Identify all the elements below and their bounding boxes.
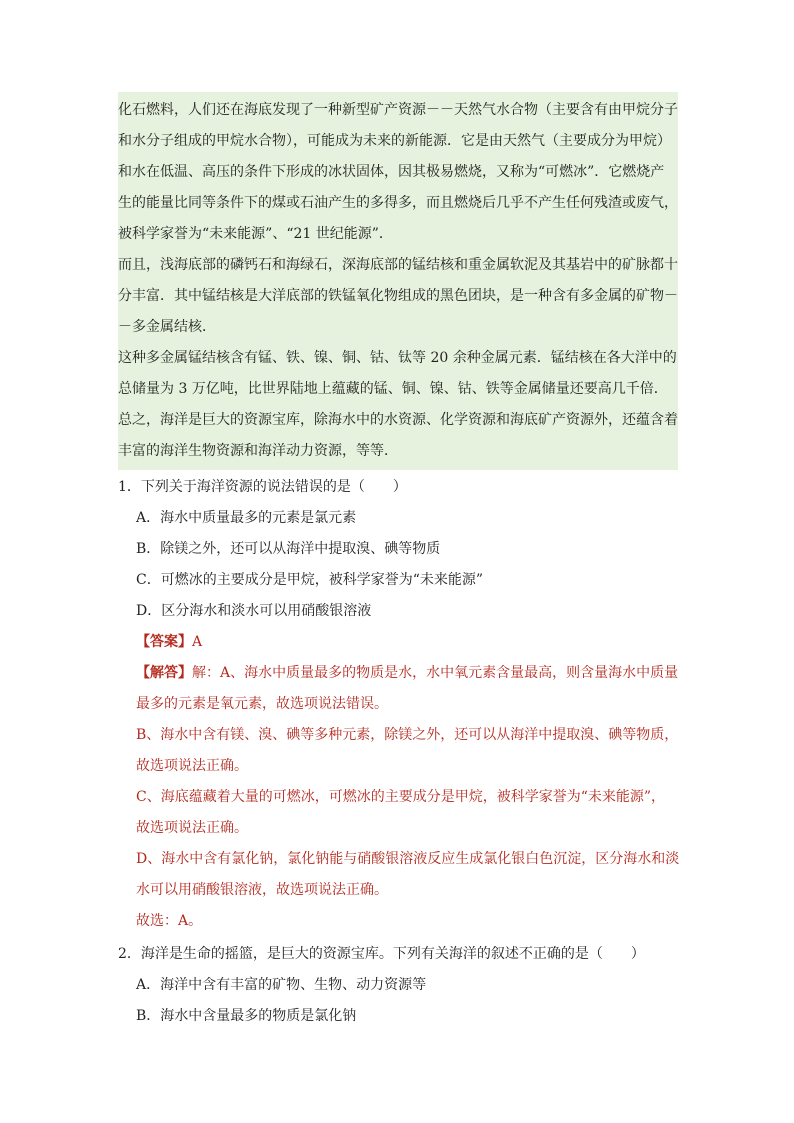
question-1-analysis xyxy=(136,664,678,682)
passage-line: －多金属结核． xyxy=(118,319,216,335)
passage-line: 丰富的海洋生物资源和海洋动力资源，等等． xyxy=(118,443,398,459)
passage-line: 这种多金属锰结核含有锰、铁、镍、铜、钴、钛等 20 余种金属元素．锰结核在各大洋中的 xyxy=(118,350,677,366)
analysis-line: B、海水中含有镁、溴、碘等多种元素，除镁之外，还可以从海洋中提取溴、碘等物质， xyxy=(136,727,679,743)
passage-line: 而且，浅海底部的磷钙石和海绿石，深海底部的锰结核和重金属软泥及其基岩中的矿脉都十 xyxy=(118,257,678,273)
question-2-stem: 2．海洋是生命的摇篮，是巨大的资源宝库。下列有关海洋的叙述不正确的是（ ） xyxy=(118,946,645,962)
analysis-line: 解：A、海水中质量最多的物质是水，水中氧元素含量最高，则含量海水中质量 xyxy=(192,665,679,681)
passage-line: 生的能量比同等条件下的煤或石油产生的多得多，而且燃烧后几乎不产生任何残渣或废气， xyxy=(118,195,678,211)
question-1-option-b: B．除镁之外，还可以从海洋中提取溴、碘等物质 xyxy=(136,541,441,557)
passage-line: 总储量为 3 万亿吨，比世界陆地上蕴藏的锰、铜、镍、钴、铁等金属储量还要高几千倍． xyxy=(118,381,668,397)
question-1-answer xyxy=(136,633,202,651)
passage-line: 分丰富．其中锰结核是大洋底部的铁锰氧化物组成的黑色团块，是一种含有多金属的矿物－ xyxy=(118,288,678,304)
reading-passage xyxy=(118,92,678,470)
analysis-line: 水可以用硝酸银溶液，故选项说法正确。 xyxy=(136,882,388,898)
analysis-line: 故选项说法正确。 xyxy=(136,758,248,774)
analysis-label: 【解答】 xyxy=(136,665,192,681)
question-1-stem: 1．下列关于海洋资源的说法错误的是（ ） xyxy=(118,479,407,495)
question-1-option-a: A．海水中质量最多的元素是氯元素 xyxy=(136,510,357,526)
question-1-option-c: C．可燃冰的主要成分是甲烷，被科学家誉为“未来能源” xyxy=(136,572,484,588)
analysis-line: 最多的元素是氧元素，故选项说法错误。 xyxy=(136,696,388,712)
question-2-option-b: B．海水中含量最多的物质是氯化钠 xyxy=(136,1008,357,1024)
passage-line: 总之，海洋是巨大的资源宝库，除海水中的水资源、化学资源和海底矿产资源外，还蕴含着 xyxy=(118,412,678,428)
question-2-option-a: A．海洋中含有丰富的矿物、生物、动力资源等 xyxy=(136,977,427,993)
question-1-option-d: D．区分海水和淡水可以用硝酸银溶液 xyxy=(136,603,372,619)
answer-label: 【答案】 xyxy=(136,634,192,650)
passage-line: 被科学家誉为“未来能源”、“21 世纪能源”． xyxy=(118,226,393,242)
analysis-line: 故选项说法正确。 xyxy=(136,820,248,836)
analysis-line: D、海水中含有氯化钠，氯化钠能与硝酸银溶液反应生成氯化银白色沉淀，区分海水和淡 xyxy=(136,851,680,867)
passage-line: 化石燃料，人们还在海底发现了一种新型矿产资源－－天然气水合物（主要含有由甲烷分子 xyxy=(118,102,678,118)
answer-value: A xyxy=(192,634,203,650)
passage-line: 和水分子组成的甲烷水合物），可能成为未来的新能源．它是由天然气（主要成分为甲烷） xyxy=(118,133,671,149)
analysis-line: C、海底蕴藏着大量的可燃冰，可燃冰的主要成分是甲烷，被科学家誉为“未来能源”， xyxy=(136,789,666,805)
analysis-conclusion: 故选：A。 xyxy=(136,913,203,929)
passage-line: 和水在低温、高压的条件下形成的冰状固体，因其极易燃烧，又称为“可燃冰”．它燃烧产 xyxy=(118,164,665,180)
